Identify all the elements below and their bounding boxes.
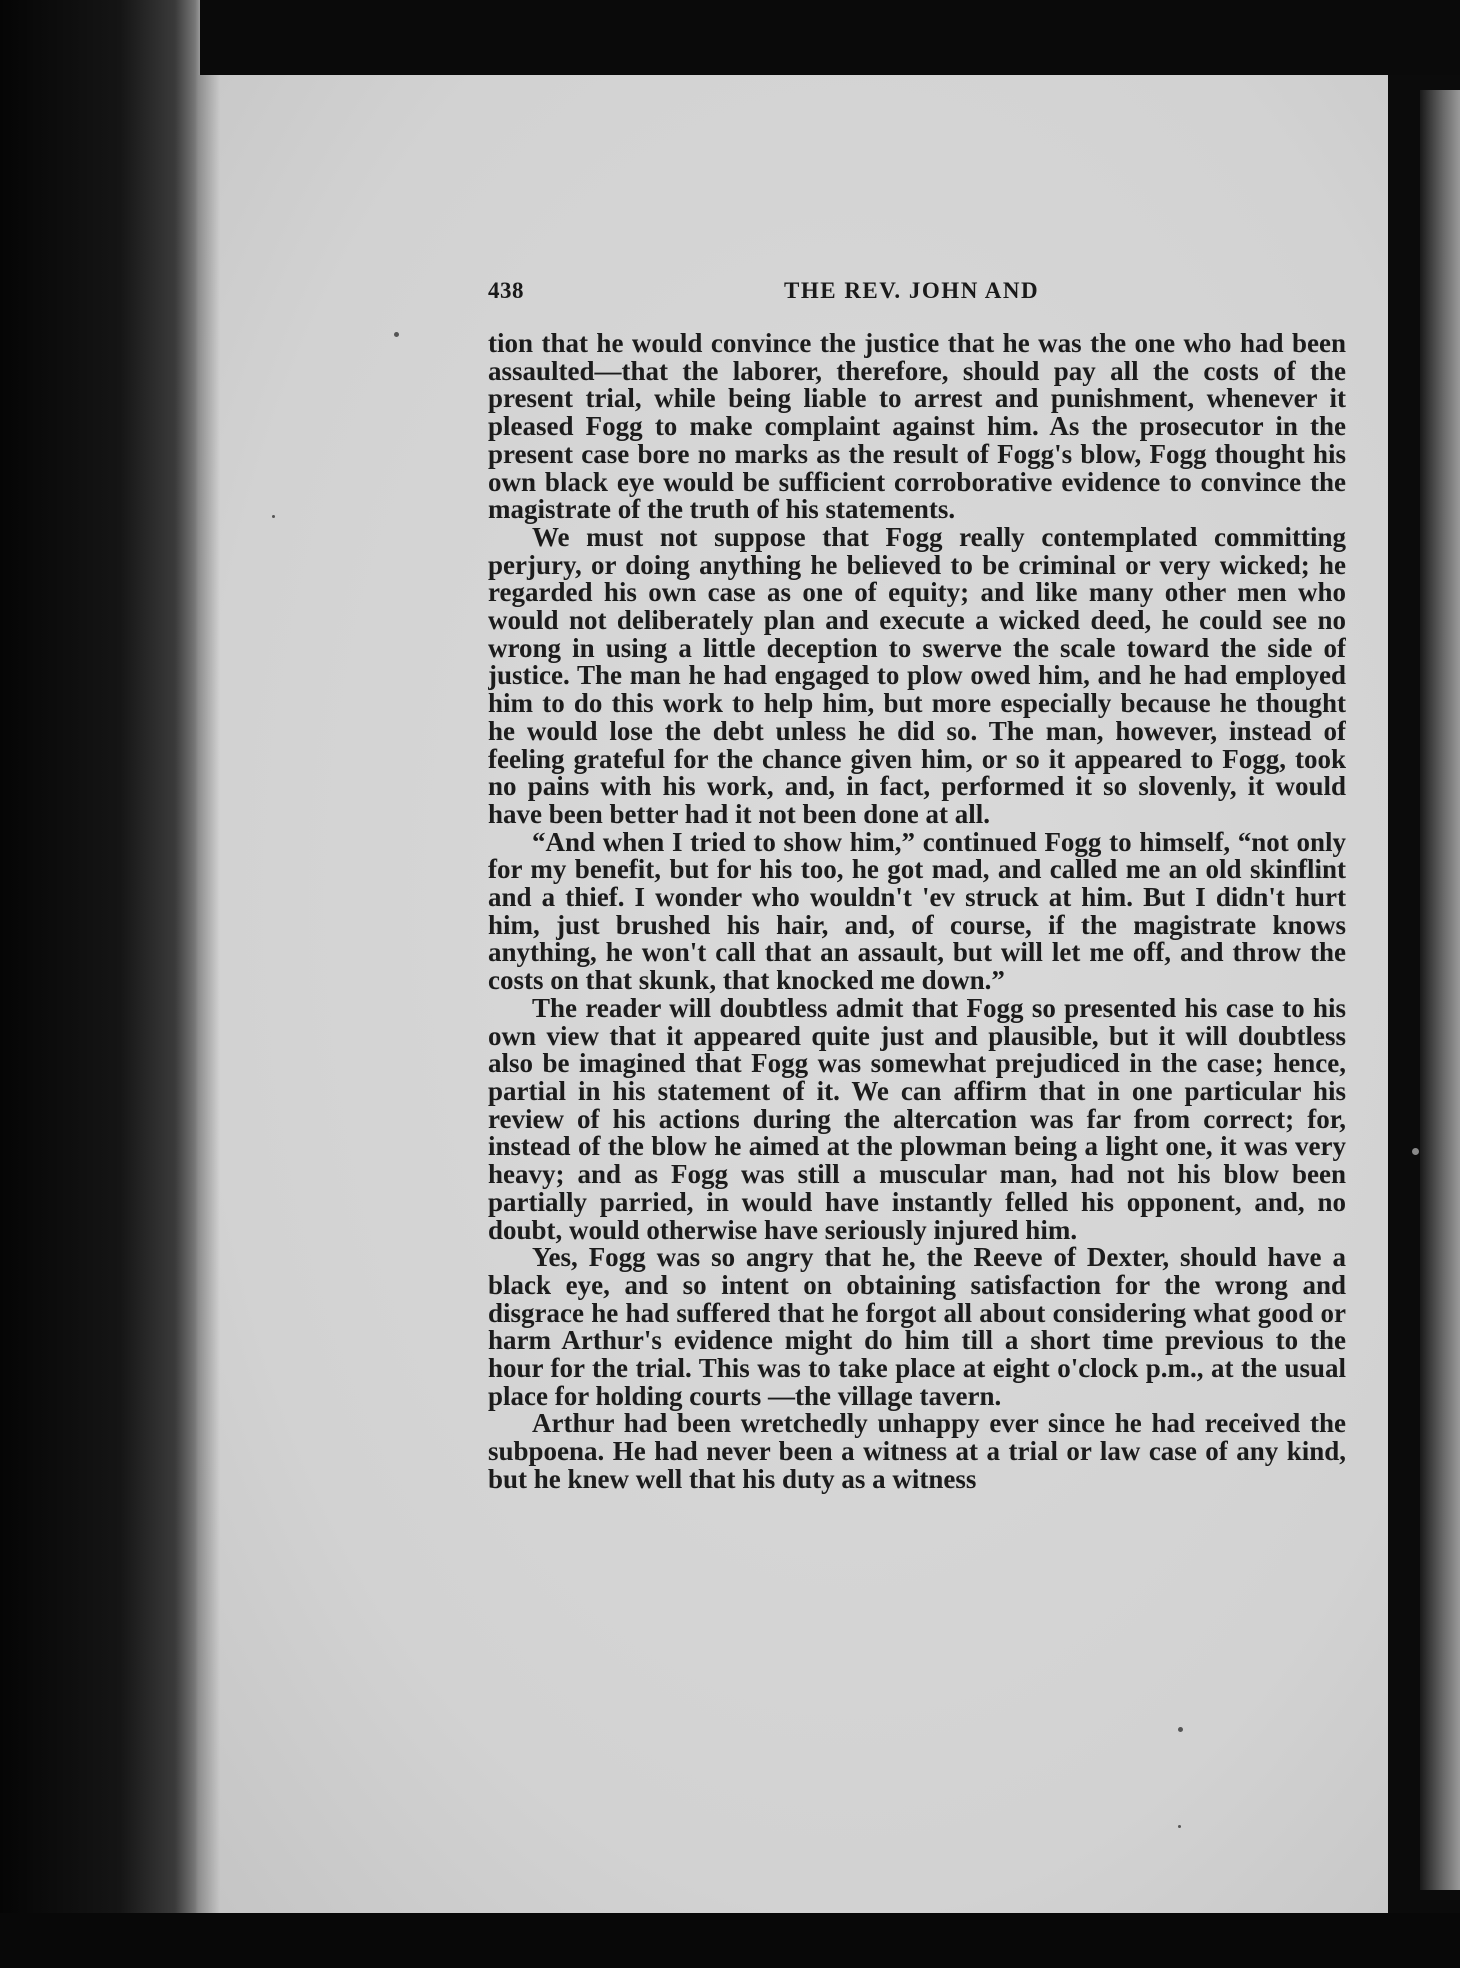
- paragraph-5: Yes, Fogg was so angry that he, the Reeve of Dexter, should have a black eye, and so intent on obtaining satisfaction for the wrong and disgrace he had suffered that he forgot all about considering what good or harm Arthur's evidence might do him till a short time previous to the hour for the trial. This was to take place at eight o'clock p.m., at the usual place for holding courts —the village tavern.: [488, 1242, 1346, 1411]
- paragraph-1: tion that he would convince the justice that he was the one who had been assaulted—that the laborer, therefore, should pay all the costs of the present trial, while being liable to arrest and punishment, whenever it pleased Fogg to make complaint against him. As the prosecutor in the present case bore no marks as the result of Fogg's blow, Fogg thought his own black eye would be sufficient corroborative evidence to convince the magistrate of the truth of his statements.: [488, 330, 1346, 525]
- scan-speck: [272, 515, 275, 518]
- page-gutter-shadow: [198, 75, 220, 1913]
- next-page-edge: [1420, 90, 1460, 1890]
- top-dark-border: [0, 0, 1460, 75]
- paragraph-4: The reader will doubtless admit that Fogg so presented his case to his own view that it appeared quite just and plausible, but it will doubtless also be imagined that Fogg was somewhat prejudiced in the case; hence, partial in his statement of it. We can affirm that in one particular his review of his actions during the altercation was far from correct; for, instead of the blow he aimed at the plowman being a light one, it was very heavy; and as Fogg was still a muscular man, had not his blow been partially parried, in would have instantly felled his opponent, and, no doubt, would otherwise have seriously injured him.: [488, 992, 1346, 1245]
- running-title: THE REV. JOHN AND: [784, 278, 1040, 303]
- running-header: [488, 272, 1060, 312]
- scan-speck: [1178, 1825, 1181, 1828]
- paragraph-3: “And when I tried to show him,” continued Fogg to himself, “not only for my benefit, but for his too, he got mad, and called me an old skinflint and a thief. I wonder who wouldn't 'ev struck at him. But I didn't hurt him, just brushed his hair, and, of course, if the magistrate knows anything, he won't call that an assault, but will let me off, and throw the costs on that skunk, that knocked me down.”: [488, 826, 1346, 996]
- book-spine-edge: [0, 0, 200, 1968]
- paragraph-6: Arthur had been wretchedly unhappy ever since he had received the subpoena. He had never been a witness at a trial or law case of any kind, but he knew well that his duty as a witness: [488, 1408, 1346, 1494]
- scan-speck: [1412, 1148, 1419, 1155]
- bottom-dark-border: [0, 1913, 1460, 1968]
- page-number: 438: [488, 278, 524, 303]
- paragraph-2: We must not suppose that Fogg really contemplated committing perjury, or doing anything he believed to be criminal or very wicked; he regarded his own case as one of equity; and like many other men who would not deliberately plan and execute a wicked deed, he could see no wrong in using a little deception to swerve the scale toward the side of justice. The man he had engaged to plow owed him, and he had employed him to do this work to help him, but more especially because he thought he would lose the debt unless he did so. The man, however, instead of feeling grateful for the chance given him, or so it appeared to Fogg, took no pains with his work, and, in fact, performed it so slovenly, it would have been better had it not been done at all.: [488, 521, 1346, 829]
- scan-speck: [1178, 1727, 1183, 1732]
- scan-speck: [394, 332, 399, 337]
- body-text: [488, 330, 1346, 1650]
